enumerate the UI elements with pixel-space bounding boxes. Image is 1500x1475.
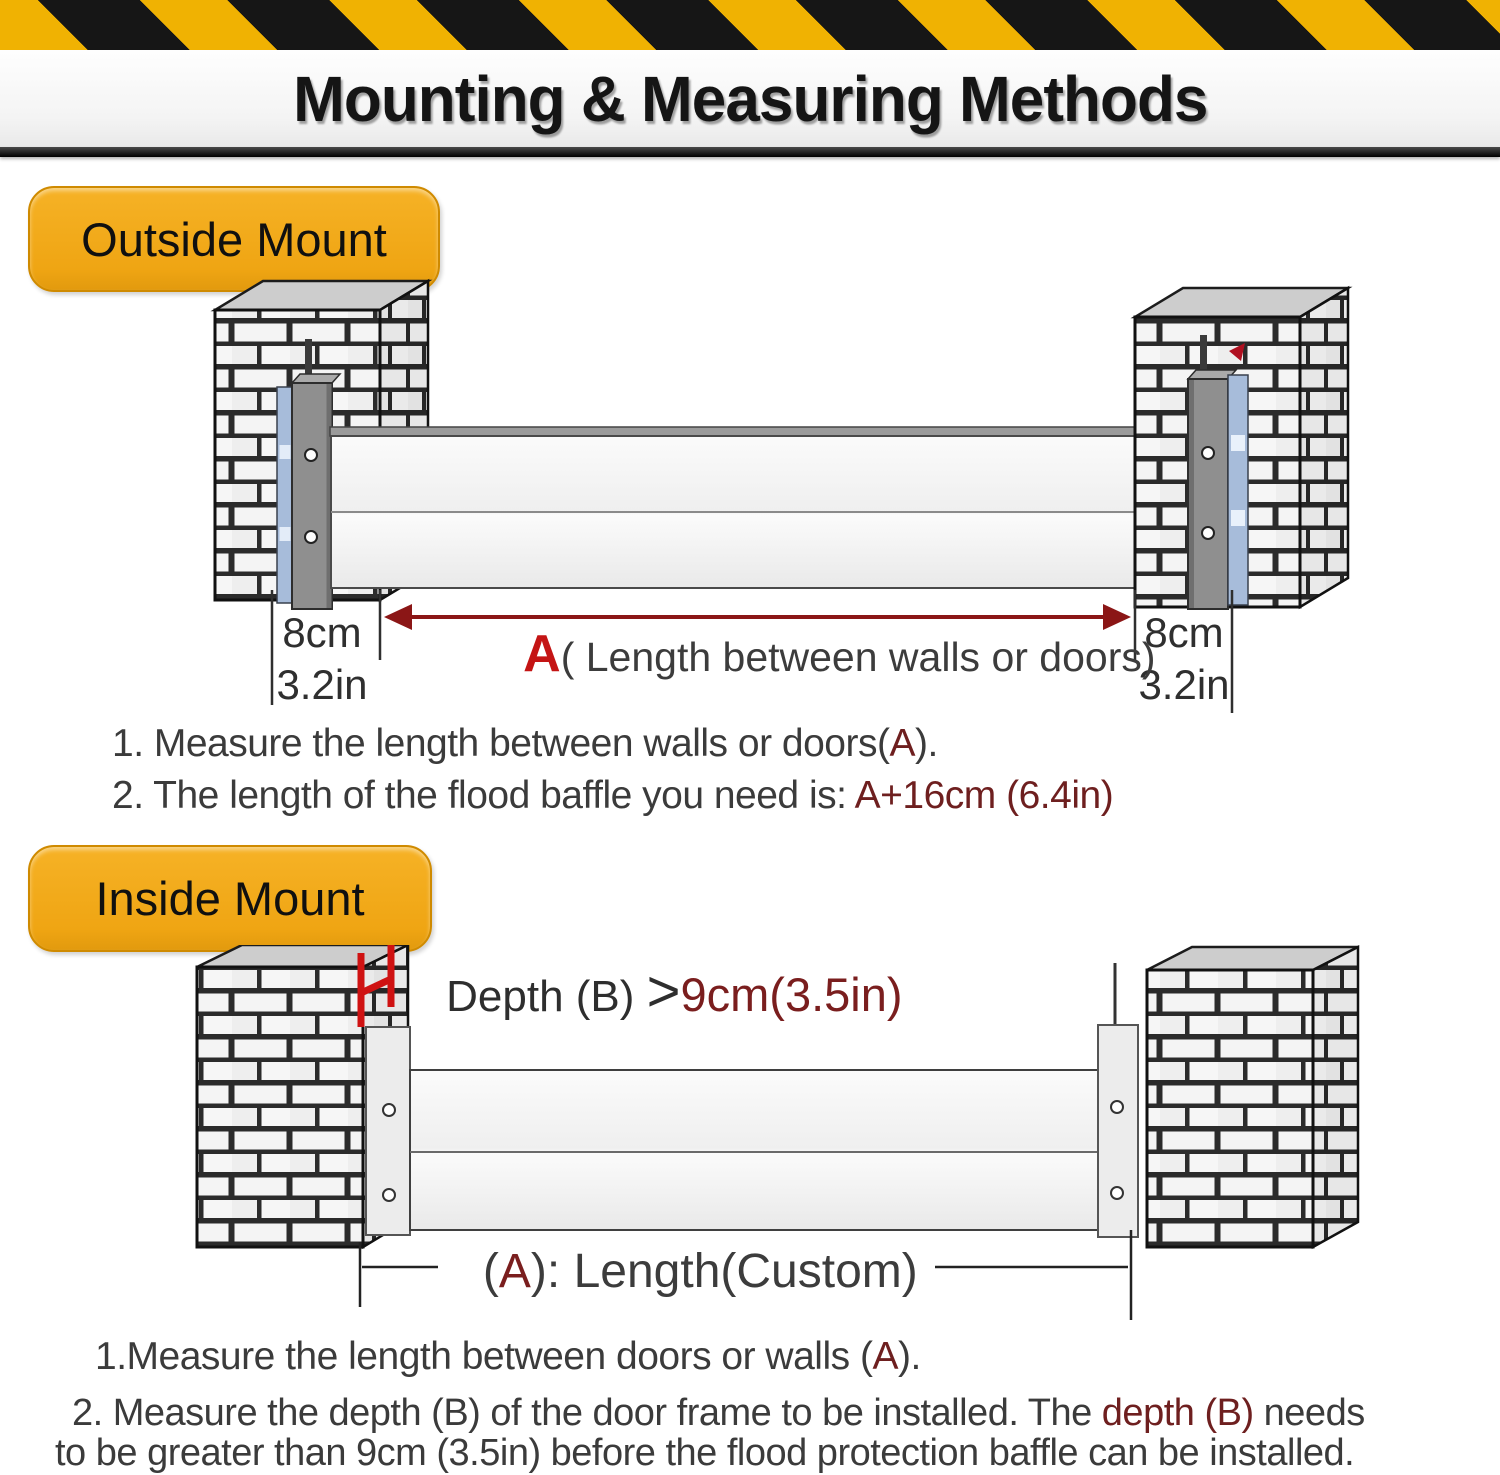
depth-label: Depth (B) >9cm(3.5in) bbox=[446, 959, 903, 1024]
pillar-front-face bbox=[197, 967, 363, 1247]
barrier-top-strip bbox=[330, 427, 1198, 436]
inside-step-2-line-2: to be greater than 9cm (3.5in) before the flood protection baffle can be installed. bbox=[55, 1432, 1355, 1474]
dim-right-cm: 8cm bbox=[1144, 609, 1224, 656]
flood-barrier-panel-outside bbox=[330, 427, 1198, 588]
inside-step-2-line-1: 2. Measure the depth (B) of the door frame to be installed. The depth (B) needs bbox=[72, 1392, 1365, 1434]
screw-hole bbox=[1111, 1187, 1123, 1199]
anchor-pin bbox=[1200, 335, 1207, 373]
screw-hole bbox=[305, 531, 317, 543]
seal-strip-left bbox=[277, 387, 293, 603]
pillar-side-face bbox=[1300, 288, 1348, 607]
outside-mount-label: Outside Mount bbox=[81, 212, 387, 266]
seal-clip bbox=[280, 527, 291, 541]
screw-hole bbox=[305, 449, 317, 461]
length-label: (A): Length(Custom) bbox=[482, 1245, 918, 1298]
outside-mount-diagram bbox=[0, 275, 1500, 715]
page-title: Mounting & Measuring Methods bbox=[292, 62, 1208, 135]
inside-mount-diagram bbox=[0, 945, 1500, 1365]
anchor-pin bbox=[305, 339, 312, 377]
outside-step-1: 1. Measure the length between walls or doors(A). bbox=[112, 722, 938, 765]
seal-clip bbox=[280, 445, 291, 459]
bracket-face bbox=[366, 1027, 410, 1235]
bracket-top-face bbox=[292, 374, 340, 383]
barrier-boards bbox=[410, 1070, 1100, 1230]
title-band bbox=[0, 50, 1500, 147]
span-length-label: A( Length between walls or doors) bbox=[523, 625, 1156, 683]
bracket-face bbox=[1098, 1025, 1138, 1237]
seal-clip bbox=[1231, 435, 1245, 451]
inside-bracket-right bbox=[1098, 963, 1138, 1237]
screw-hole bbox=[383, 1189, 395, 1201]
hazard-stripe-banner bbox=[0, 0, 1500, 50]
dim-left-in: 3.2in bbox=[276, 661, 368, 708]
screw-hole bbox=[383, 1104, 395, 1116]
inside-mount-label: Inside Mount bbox=[95, 872, 365, 925]
screw-hole bbox=[1202, 527, 1214, 539]
bracket-shade bbox=[1189, 380, 1194, 608]
title-underbar bbox=[0, 147, 1500, 157]
inside-right-pillar bbox=[1147, 947, 1358, 1247]
seal-strip-right bbox=[1228, 375, 1248, 605]
flood-barrier-panel-inside bbox=[410, 1070, 1100, 1230]
dimension-arrow bbox=[384, 604, 1131, 630]
screw-hole bbox=[1111, 1101, 1123, 1113]
dim-right-in: 3.2in bbox=[1138, 661, 1230, 708]
outside-step-2: 2. The length of the flood baffle you need is: A+16cm (6.4in) bbox=[112, 774, 1114, 817]
inside-step-1: 1.Measure the length between doors or walls (A). bbox=[95, 1335, 921, 1378]
inside-mount-badge bbox=[28, 845, 432, 952]
screw-hole bbox=[1202, 447, 1214, 459]
dim-left-cm: 8cm bbox=[282, 609, 362, 656]
inside-bracket-left bbox=[366, 1027, 410, 1235]
seal-clip bbox=[1231, 510, 1245, 526]
pillar-front-face bbox=[1147, 970, 1313, 1247]
bracket-face bbox=[292, 383, 332, 609]
pillar-side-face bbox=[1313, 947, 1358, 1247]
